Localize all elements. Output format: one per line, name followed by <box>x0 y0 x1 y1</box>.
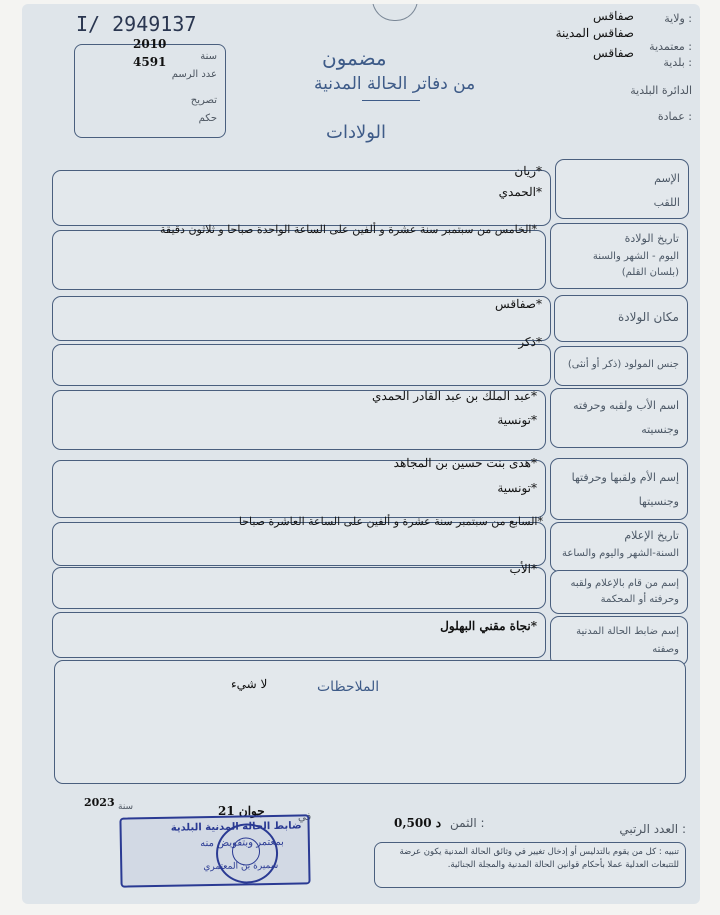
mother-name-value: هدى بنت حسين بن المجاهد* <box>393 456 537 470</box>
footer-year: 2023 <box>84 796 115 809</box>
title-underline <box>362 100 420 101</box>
surname-value: الحمدي* <box>498 185 542 199</box>
value-box-declaration-date <box>52 515 546 566</box>
notes-box <box>54 660 686 784</box>
price-label: الثمن : <box>450 816 485 830</box>
imada-label: عمادة : <box>657 110 692 123</box>
official-stamp <box>119 814 310 887</box>
number-value: 4591 <box>133 55 167 69</box>
title-line3: الولادات <box>326 122 387 143</box>
label-box-place: مكان الولادة <box>554 295 688 342</box>
baladiya-value: صفاقس <box>593 46 634 60</box>
label-judgment: حكم <box>198 113 217 124</box>
baladiya-label: بلدية : <box>663 56 692 69</box>
wilaya-label: ولاية : <box>664 12 692 25</box>
notes-value: لا شيء <box>231 677 268 691</box>
father-nationality-value: تونسية* <box>497 413 537 427</box>
daira-label: الدائرة البلدية <box>630 84 692 97</box>
price-value: 0,500 د <box>394 816 442 830</box>
value-box-sex <box>52 335 551 386</box>
declaration-date-value: السابع من سبتمبر سنة عشرة و ألفين على الساعة العاشرة صباحا* <box>238 515 543 528</box>
wilaya-value: صفاقس <box>593 9 634 23</box>
value-box-father <box>52 390 546 450</box>
value-box-mother <box>52 456 546 518</box>
value-box-place <box>52 296 551 341</box>
label-box-sex: جنس المولود (ذكر أو أنثى) <box>554 346 688 386</box>
sequence-number-label: العدد الرتبي : <box>619 822 686 836</box>
label-box-mother: إسم الأم ولقبها وحرفتها وجنسيتها <box>550 458 688 520</box>
footer-date-day: 21 جوان <box>218 804 265 818</box>
label-year: سنة <box>200 51 217 62</box>
declarant-value: الأب* <box>509 562 537 576</box>
stamp-line1: ضابط الحالة المدنية البلدية <box>170 820 302 834</box>
value-box-declarant <box>52 562 546 609</box>
value-box-name <box>52 164 551 226</box>
label-box-name: الإسم اللقب <box>555 159 689 219</box>
father-name-value: عبد الملك بن عبد القادر الحمدي* <box>372 389 537 403</box>
mutamadiya-value: صفاقس المدينة <box>555 26 634 40</box>
label-box-father: اسم الأب ولقبه وحرفته وجنسيته <box>550 388 688 448</box>
officer-value: نجاة مقني البهلول* <box>440 619 537 633</box>
birth-date-value: الخامس من سبتمبر سنة عشرة و ألفين على الساعة الواحدة صباحا و ثلاثون دقيقة* <box>160 223 537 236</box>
notes-label: الملاحظات <box>317 679 380 695</box>
value-box-birth-date <box>52 223 546 290</box>
label-declaration: تصريح <box>190 95 217 106</box>
mother-nationality-value: تونسية* <box>497 481 537 495</box>
label-box-declarant: إسم من قام بالإعلام ولقبه وحرفته أو المحكمة <box>550 570 688 614</box>
stamp-signature: سميرة بن المعتمري <box>203 860 279 873</box>
label-box-declaration-date: تاريخ الإعلام السنة-الشهر واليوم والساعة <box>550 522 688 572</box>
register-box <box>74 37 226 138</box>
year-value: 2010 <box>133 37 167 51</box>
sex-value: ذكر* <box>518 335 542 349</box>
stamp-line2: بمعتمر وبتفويض منه <box>200 836 284 850</box>
label-box-officer: إسم ضابط الحالة المدنية وصفته <box>550 616 688 666</box>
first-name-value: ريان* <box>514 164 542 178</box>
footer-date-prefix: في <box>298 812 312 823</box>
label-box-birth-date: تاريخ الولادة اليوم - الشهر والسنة (بلسان القلم) <box>550 223 688 289</box>
title-line1: مضمون <box>322 46 387 70</box>
mutamadiya-label: معتمدية : <box>649 40 692 53</box>
birth-place-value: صفاقس* <box>495 297 542 311</box>
title-line2: من دفاتر الحالة المدنية <box>314 74 476 94</box>
label-number: عدد الرسم <box>171 69 217 80</box>
birth-certificate <box>22 4 700 904</box>
emblem-icon <box>372 4 418 21</box>
value-box-officer <box>52 612 546 658</box>
serial-number: I/ 2949137 <box>76 12 197 36</box>
notice-text: تنبيه : كل من يقوم بالتدليس أو إدخال تغيير في وثائق الحالة المدنية يكون عرضة للتتبعات العدلية عملا بأحكام قوانين الحالة المدنية والمجلة الجنائية. <box>399 847 679 870</box>
footer-year-label: سنة <box>118 802 134 812</box>
notice-box <box>374 842 686 888</box>
